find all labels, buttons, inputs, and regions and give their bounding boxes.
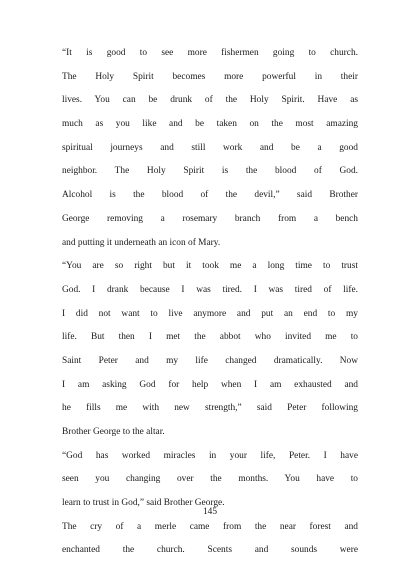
text-line: “God has worked miracles in your life, Peter. I have bbox=[62, 450, 358, 461]
text-line: George removing a rosemary branch from a bench bbox=[62, 213, 358, 224]
text-line: I am asking God for help when I am exhausted and bbox=[62, 379, 358, 390]
text-line: spiritual journeys and still work and be a good bbox=[62, 142, 358, 153]
text-line: Saint Peter and my life changed dramatically. Now bbox=[62, 355, 358, 366]
text-line: and putting it underneath an icon of Mary. bbox=[62, 237, 221, 248]
text-line: he fills me with new strength,” said Peter following bbox=[62, 403, 358, 414]
text-line: enchanted the church. Scents and sounds were bbox=[62, 545, 358, 556]
text-line: life. But then I met the abbot who invited me to bbox=[62, 332, 358, 343]
text-line: seen you changing over the months. You have to bbox=[62, 474, 358, 485]
text-line: “You are so right but it took me a long time to trust bbox=[62, 261, 358, 272]
text-line: learn to trust in God,” said Brother George. bbox=[62, 498, 225, 509]
text-line: The Holy Spirit becomes more powerful in their bbox=[62, 71, 358, 82]
text-line: lives. You can be drunk of the Holy Spirit. Have as bbox=[62, 95, 358, 106]
paragraph-2 bbox=[62, 255, 358, 445]
text-line: much as you like and be taken on the most amazing bbox=[62, 119, 358, 130]
text-line: I did not want to live anymore and put an end to my bbox=[62, 308, 358, 319]
text-line: God. I drank because I was tired. I was tired of life. bbox=[62, 284, 358, 295]
text-line: neighbor. The Holy Spirit is the blood of God. bbox=[62, 166, 358, 177]
text-line: “It is good to see more fishermen going to church. bbox=[62, 48, 358, 58]
paragraph-4 bbox=[62, 516, 358, 563]
page-number: 145 bbox=[202, 507, 218, 517]
body-text bbox=[62, 42, 358, 563]
text-line: The cry of a merle came from the near forest and bbox=[62, 521, 358, 532]
paragraph-1 bbox=[62, 42, 358, 255]
text-line: Alcohol is the blood of the devil,” said Brother bbox=[62, 190, 358, 201]
text-line: Brother George to the altar. bbox=[62, 427, 165, 437]
